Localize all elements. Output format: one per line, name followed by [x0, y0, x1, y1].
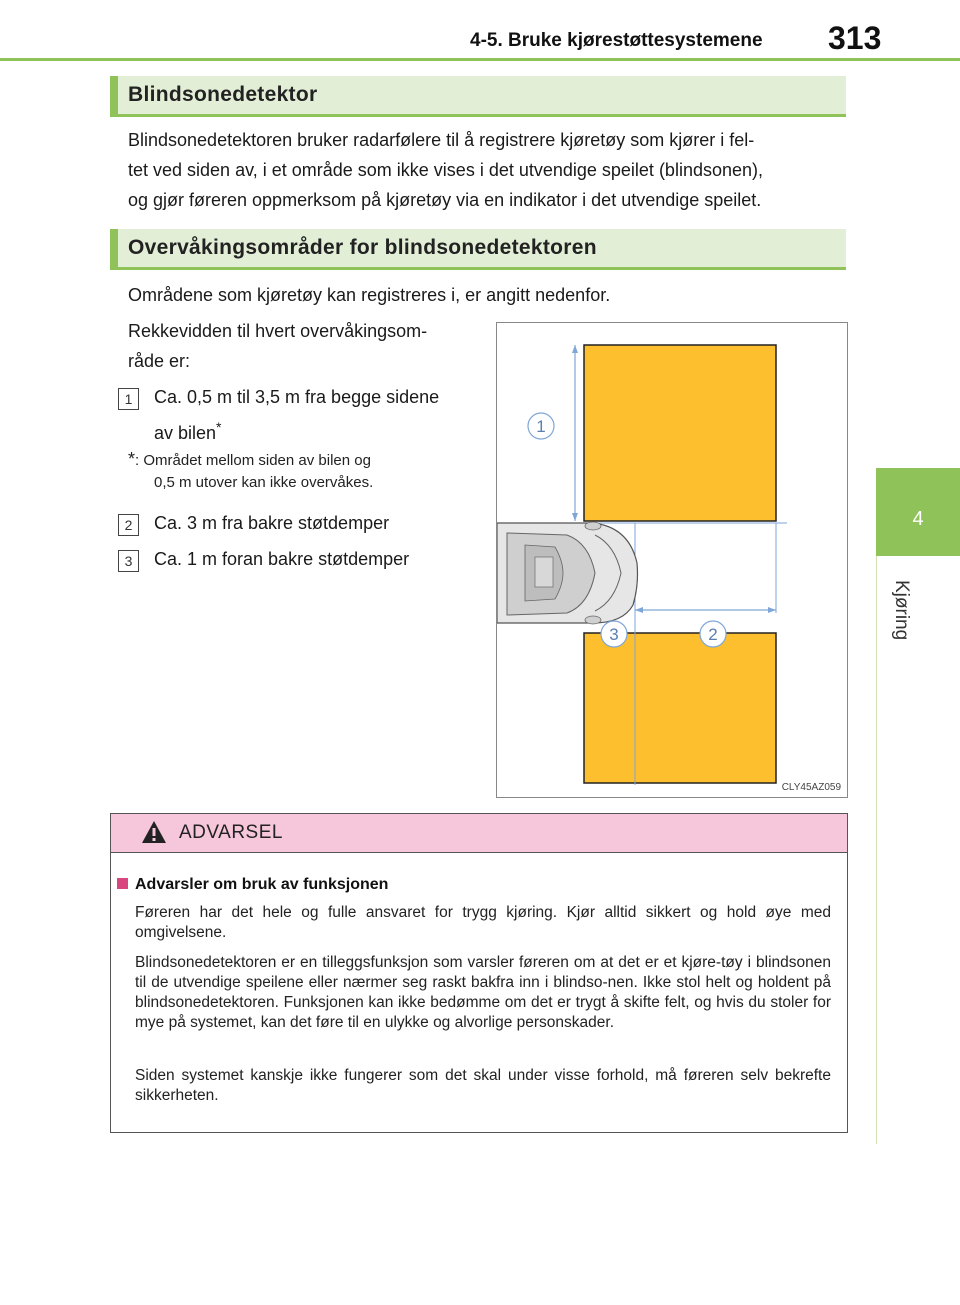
section-header-blind-spot — [110, 76, 846, 117]
warning-paragraph: Blindsonedetektoren er en tilleggsfunksjon som varsler føreren om at det er et kjøre-tøy i blindsonen til de utvendige speilene eller nærmer seg raskt bakfra inn i blindso-nen. Ikke stol helt og holdent på blindsonedetektoren. Funksjonen kan ikke bedømme om det er trygt å skifte felt, og hvis du stoler for mye på systemet, kan det føre til en ulykke og alvorlige personskader. — [135, 954, 831, 1031]
range-description — [128, 316, 478, 376]
section-header-monitoring-areas — [110, 229, 846, 270]
arrow-head — [635, 607, 643, 613]
footnote-text: : Området mellom siden av bilen og — [135, 452, 371, 469]
monitoring-area-diagram — [496, 322, 848, 798]
item-line: Ca. 0,5 m til 3,5 m fra begge sidene — [154, 387, 440, 407]
figure-code: CLY45AZ059 — [781, 782, 841, 793]
paragraph-line: tet ved siden av, i et område som ikke vises i det utvendige speilet (blindsonen), — [128, 160, 764, 180]
callout-label-2: 2 — [708, 625, 718, 644]
footnote-marker: * — [216, 419, 222, 435]
callout-label-3: 3 — [609, 625, 619, 644]
warning-heading: Advarsler om bruk av funksjonen — [135, 876, 389, 893]
header-rule — [0, 58, 960, 61]
front-detection-zone — [584, 345, 776, 521]
chapter-title: 4-5. Bruke kjørestøttesystemene — [470, 30, 763, 51]
warning-box — [110, 813, 848, 1133]
footnote — [128, 448, 480, 494]
vehicle-illustration — [497, 522, 638, 624]
item-line — [154, 412, 484, 448]
warning-header — [111, 814, 847, 853]
callout-label-1: 1 — [536, 417, 546, 436]
warning-bullet-square — [117, 878, 128, 889]
chapter-tab-number: 4 — [912, 508, 924, 530]
range-line: råde er: — [128, 351, 191, 371]
footnote-line-2: 0,5 m utover kan ikke overvåkes. — [154, 474, 374, 491]
item-2-text: Ca. 3 m fra bakre støtdemper — [154, 513, 390, 533]
section-title: Overvåkingsområder for blindsonedetektoren — [128, 236, 597, 259]
warning-triangle-icon — [141, 820, 167, 844]
paragraph-line: og gjør føreren oppmerksom på kjøretøy via en indikator i det utvendige speilet. — [128, 190, 762, 210]
item-number-badge: 3 — [118, 550, 139, 572]
range-line: Rekkevidden til hvert overvåkingsom- — [128, 321, 428, 341]
warning-paragraph: Føreren har det hele og fulle ansvaret for trygg kjøring. Kjør alltid sikkert og hold øye med omgivelsene. — [135, 904, 831, 941]
item-1-text — [154, 382, 484, 448]
item-number-badge: 1 — [118, 388, 139, 410]
rear-detection-zone — [584, 633, 776, 783]
section2-intro: Områdene som kjøretøy kan registreres i, er angitt nedenfor. — [128, 285, 611, 305]
arrow-head — [572, 513, 578, 521]
footnote-mark: * — [128, 449, 136, 469]
warning-title: ADVARSEL — [179, 822, 283, 843]
item-number-badge: 2 — [118, 514, 139, 536]
arrow-head — [768, 607, 776, 613]
paragraph-line: Blindsonedetektoren bruker radarfølere til å registrere kjøretøy som kjører i fel- — [128, 130, 755, 150]
item-3-text: Ca. 1 m foran bakre støtdemper — [154, 549, 410, 569]
chapter-side-tab — [876, 468, 960, 1144]
diagram-svg — [497, 323, 847, 797]
warning-paragraph: Siden systemet kanskje ikke fungerer som det skal under visse forhold, må føreren selv bekrefte sikkerheten. — [135, 1067, 831, 1104]
item-line-text: av bilen — [154, 423, 217, 443]
section-title: Blindsonedetektor — [128, 83, 318, 106]
section1-paragraph — [128, 125, 848, 215]
chapter-tab-label: Kjøring — [891, 580, 912, 641]
arrow-head — [572, 345, 578, 353]
footnote-line-1 — [128, 448, 480, 472]
page-number: 313 — [828, 20, 882, 56]
